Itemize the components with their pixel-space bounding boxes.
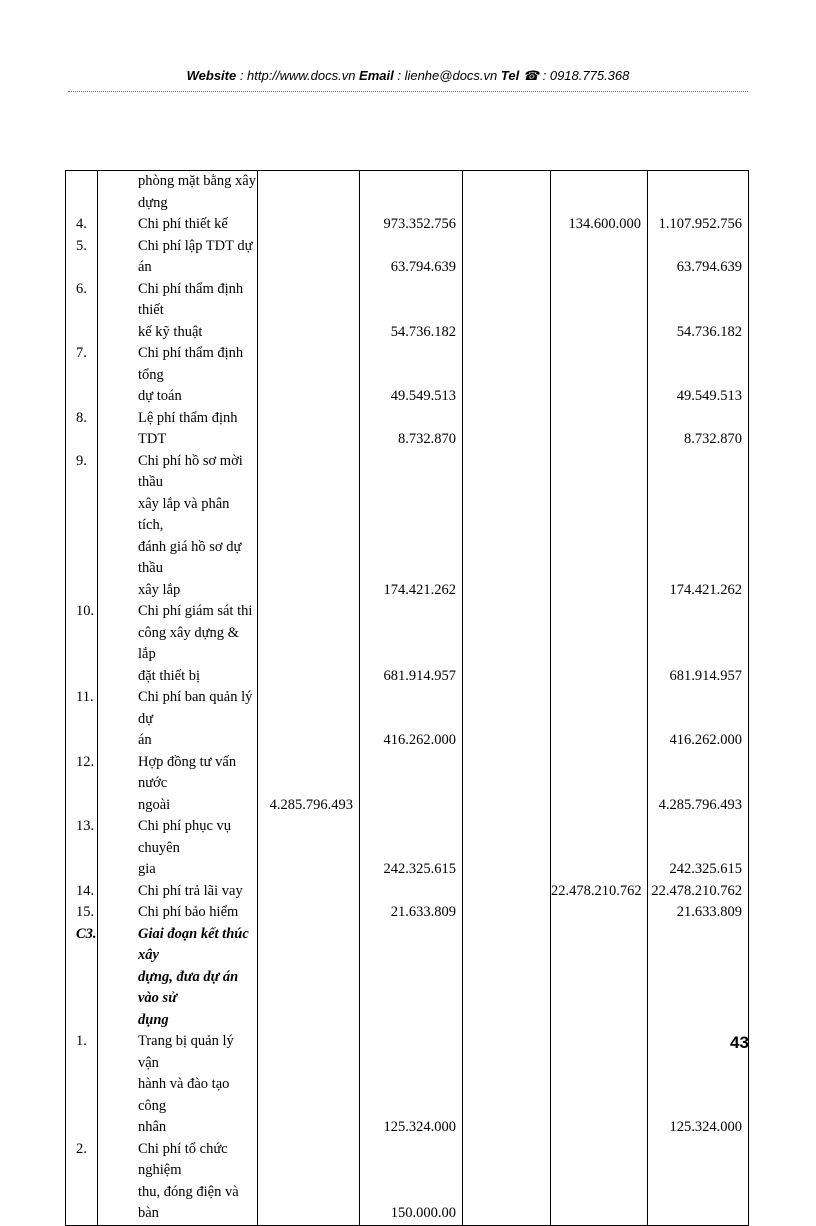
table-row (66, 408, 749, 451)
cost-cell-c7: 21.633.809 (648, 902, 749, 924)
cost-cell-c5 (463, 408, 551, 451)
cost-cell-c5 (463, 1139, 551, 1226)
row-number: 2. (66, 1139, 98, 1226)
cost-cell-c3 (258, 171, 360, 215)
cost-cell-c3 (258, 924, 360, 1032)
row-description: Chi phí bảo hiểm (98, 902, 258, 924)
cost-cell-c7: 681.914.957 (648, 601, 749, 687)
cost-cell-c6 (551, 1031, 648, 1139)
cost-cell-c5 (463, 236, 551, 279)
cost-cell-c7 (648, 924, 749, 1032)
cost-cell-c3 (258, 451, 360, 602)
cost-cell-c5 (463, 881, 551, 903)
cost-cell-c7 (648, 171, 749, 215)
row-description: Chi phí giám sát thi công xây dựng & lắp đặt thiết bị (98, 601, 258, 687)
cost-table (65, 170, 749, 1226)
cost-cell-c5 (463, 171, 551, 215)
cost-cell-c4 (360, 752, 463, 817)
cost-cell-c6 (551, 343, 648, 408)
cost-cell-c3 (258, 881, 360, 903)
row-description: Chi phí lập TDT dự án (98, 236, 258, 279)
cost-cell-c6 (551, 171, 648, 215)
cost-cell-c4: 49.549.513 (360, 343, 463, 408)
table-row (66, 451, 749, 602)
row-description: Chi phí thiết kế (98, 214, 258, 236)
cost-cell-c6 (551, 752, 648, 817)
cost-cell-c7 (648, 1139, 749, 1226)
page-header (0, 68, 816, 84)
row-description: Chi phí phục vụ chuyên gia (98, 816, 258, 881)
cost-cell-c4 (360, 924, 463, 1032)
table-row (66, 601, 749, 687)
cost-cell-c7: 125.324.000 (648, 1031, 749, 1139)
cost-cell-c6 (551, 279, 648, 344)
cost-cell-c6 (551, 601, 648, 687)
cost-cell-c3 (258, 236, 360, 279)
cost-cell-c3 (258, 902, 360, 924)
table-row (66, 881, 749, 903)
row-number: C3. (66, 924, 98, 1032)
cost-cell-c4: 973.352.756 (360, 214, 463, 236)
page-number: 43 (730, 1033, 749, 1052)
cost-cell-c6 (551, 1139, 648, 1226)
cost-cell-c7: 1.107.952.756 (648, 214, 749, 236)
row-description: Giai đoạn kết thúc xây dựng, đưa dự án vào sử dụng (98, 924, 258, 1032)
header-divider (68, 91, 748, 92)
row-number (66, 171, 98, 215)
row-description: Chi phí thẩm định tổng dự toán (98, 343, 258, 408)
row-number: 14. (66, 881, 98, 903)
table-row (66, 236, 749, 279)
cost-cell-c5 (463, 279, 551, 344)
row-description: Chi phí trả lãi vay (98, 881, 258, 903)
cost-cell-c4: 54.736.182 (360, 279, 463, 344)
cost-cell-c4: 174.421.262 (360, 451, 463, 602)
website-value: : http://www.docs.vn (236, 68, 360, 83)
cost-cell-c5 (463, 214, 551, 236)
cost-cell-c6 (551, 236, 648, 279)
cost-cell-c5 (463, 451, 551, 602)
row-description: Chi phí ban quản lý dự án (98, 687, 258, 752)
table-row (66, 343, 749, 408)
cost-cell-c3 (258, 279, 360, 344)
cost-cell-c3 (258, 601, 360, 687)
cost-cell-c7: 8.732.870 (648, 408, 749, 451)
cost-cell-c4: 416.262.000 (360, 687, 463, 752)
row-number: 11. (66, 687, 98, 752)
cost-cell-c4: 125.324.000 (360, 1031, 463, 1139)
row-description: Lệ phí thẩm định TDT (98, 408, 258, 451)
cost-cell-c6: 22.478.210.762 (551, 881, 648, 903)
row-number: 15. (66, 902, 98, 924)
row-number: 8. (66, 408, 98, 451)
tel-value: : 0918.775.368 (539, 68, 630, 83)
cost-cell-c6 (551, 687, 648, 752)
row-description: phòng mặt bằng xây dựng (98, 171, 258, 215)
cost-cell-c4: 242.325.615 (360, 816, 463, 881)
cost-cell-c3 (258, 1031, 360, 1139)
row-description: Hợp đồng tư vấn nước ngoài (98, 752, 258, 817)
cost-cell-c7: 49.549.513 (648, 343, 749, 408)
row-description: Trang bị quản lý vận hành và đào tạo công nhân (98, 1031, 258, 1139)
email-label: Email (359, 68, 394, 83)
cost-cell-c4: 63.794.639 (360, 236, 463, 279)
cost-cell-c5 (463, 924, 551, 1032)
cost-cell-c6 (551, 816, 648, 881)
cost-cell-c4: 8.732.870 (360, 408, 463, 451)
cost-cell-c3 (258, 816, 360, 881)
cost-cell-c6 (551, 408, 648, 451)
cost-cell-c5 (463, 902, 551, 924)
cost-cell-c6: 134.600.000 (551, 214, 648, 236)
cost-cell-c7: 242.325.615 (648, 816, 749, 881)
row-description: Chi phí hồ sơ mời thầu xây lắp và phân tích, đánh giá hồ sơ dự thầu xây lắp (98, 451, 258, 602)
cost-cell-c3: 4.285.796.493 (258, 752, 360, 817)
cost-cell-c3 (258, 214, 360, 236)
table-row (66, 214, 749, 236)
cost-cell-c7: 4.285.796.493 (648, 752, 749, 817)
cost-cell-c3 (258, 343, 360, 408)
table-row (66, 924, 749, 1032)
row-number: 7. (66, 343, 98, 408)
cost-cell-c4: 21.633.809 (360, 902, 463, 924)
table-row (66, 171, 749, 215)
cost-cell-c7: 416.262.000 (648, 687, 749, 752)
row-number: 4. (66, 214, 98, 236)
cost-cell-c5 (463, 601, 551, 687)
email-value: : lienhe@docs.vn (393, 68, 501, 83)
cost-cell-c6 (551, 902, 648, 924)
row-description: Chi phí thẩm định thiết kế kỹ thuật (98, 279, 258, 344)
table-row (66, 1139, 749, 1226)
cost-cell-c6 (551, 924, 648, 1032)
cost-cell-c7: 54.736.182 (648, 279, 749, 344)
table-row (66, 687, 749, 752)
cost-cell-c4 (360, 881, 463, 903)
row-description: Chi phí tổ chức nghiệm thu, đóng điện và bàn (98, 1139, 258, 1226)
row-number: 5. (66, 236, 98, 279)
table-row (66, 752, 749, 817)
row-number: 12. (66, 752, 98, 817)
cost-cell-c4 (360, 171, 463, 215)
cost-cell-c5 (463, 816, 551, 881)
table-row (66, 816, 749, 881)
table-row (66, 902, 749, 924)
table-row (66, 279, 749, 344)
cost-cell-c4: 681.914.957 (360, 601, 463, 687)
tel-label: Tel (500, 68, 520, 83)
cost-cell-c5 (463, 687, 551, 752)
row-number: 6. (66, 279, 98, 344)
table-row (66, 1031, 749, 1139)
row-number: 13. (66, 816, 98, 881)
cost-cell-c5 (463, 752, 551, 817)
cost-cell-c4: 150.000.00 (360, 1139, 463, 1226)
phone-icon: ☎ (519, 68, 540, 83)
cost-cell-c7: 174.421.262 (648, 451, 749, 602)
cost-cell-c3 (258, 1139, 360, 1226)
cost-cell-c3 (258, 687, 360, 752)
cost-table-body (66, 171, 749, 1226)
cost-cell-c5 (463, 1031, 551, 1139)
website-label: Website (186, 68, 237, 83)
cost-cell-c7: 63.794.639 (648, 236, 749, 279)
row-number: 1. (66, 1031, 98, 1139)
cost-cell-c3 (258, 408, 360, 451)
cost-cell-c5 (463, 343, 551, 408)
cost-cell-c7: 22.478.210.762 (648, 881, 749, 903)
row-number: 9. (66, 451, 98, 602)
row-number: 10. (66, 601, 98, 687)
cost-cell-c6 (551, 451, 648, 602)
